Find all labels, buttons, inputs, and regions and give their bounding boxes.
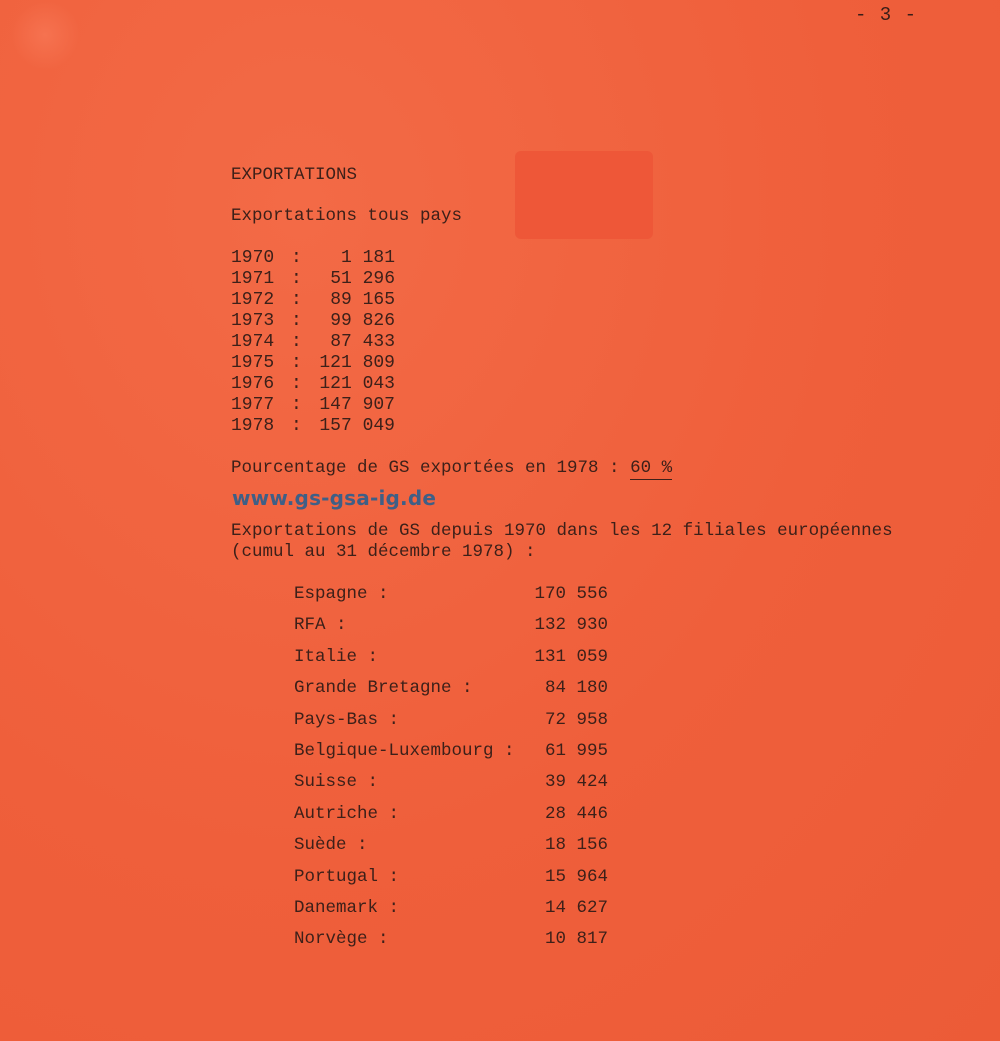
year-label: 1978 bbox=[231, 416, 275, 436]
year-label: 1970 bbox=[231, 248, 275, 268]
country-export-row bbox=[294, 866, 608, 898]
export-percentage-line bbox=[231, 458, 672, 479]
country-export-row bbox=[294, 678, 608, 709]
section-title: EXPORTATIONS bbox=[231, 165, 358, 185]
country-name: Espagne : bbox=[294, 584, 389, 604]
country-value: 15 964 bbox=[544, 866, 608, 887]
country-name: Italie : bbox=[294, 646, 379, 667]
tape-mark bbox=[515, 151, 653, 239]
country-value: 132 930 bbox=[534, 615, 608, 636]
country-export-row bbox=[294, 897, 608, 929]
year-label: 1976 bbox=[231, 374, 275, 394]
yearly-export-row bbox=[231, 290, 395, 311]
country-value: 28 446 bbox=[544, 803, 608, 824]
country-export-row bbox=[294, 740, 608, 772]
country-export-row bbox=[294, 646, 608, 678]
separator: : bbox=[291, 395, 302, 415]
export-value: 51 296 bbox=[330, 269, 395, 289]
country-value: 14 627 bbox=[544, 897, 608, 918]
watermark-url: www.gs-gsa-ig.de bbox=[232, 486, 437, 510]
country-name: Norvège : bbox=[294, 929, 389, 950]
separator: : bbox=[291, 248, 302, 268]
country-value: 72 958 bbox=[544, 709, 608, 730]
yearly-export-row bbox=[231, 248, 395, 269]
year-label: 1972 bbox=[231, 290, 275, 310]
country-name: Danemark : bbox=[294, 897, 400, 918]
yearly-export-row bbox=[231, 269, 395, 290]
export-value: 89 165 bbox=[330, 290, 395, 310]
country-name: Suède : bbox=[294, 835, 368, 856]
year-label: 1975 bbox=[231, 353, 275, 373]
separator: : bbox=[291, 332, 302, 352]
yearly-export-row bbox=[231, 374, 395, 395]
percentage-value: 60 % bbox=[630, 458, 673, 478]
separator: : bbox=[291, 374, 302, 394]
year-label: 1974 bbox=[231, 332, 275, 352]
country-value: 131 059 bbox=[534, 646, 608, 667]
country-name: RFA : bbox=[294, 615, 347, 636]
country-name: Portugal : bbox=[294, 866, 400, 887]
page-number: - 3 - bbox=[855, 4, 918, 26]
yearly-export-row bbox=[231, 395, 395, 416]
export-value: 121 043 bbox=[319, 374, 395, 394]
year-label: 1977 bbox=[231, 395, 275, 415]
country-name: Suisse : bbox=[294, 772, 379, 793]
export-value: 87 433 bbox=[330, 332, 395, 352]
export-value: 1 181 bbox=[340, 248, 395, 268]
yearly-export-row bbox=[231, 416, 395, 437]
country-value: 39 424 bbox=[544, 772, 608, 793]
country-value: 18 156 bbox=[544, 835, 608, 856]
yearly-export-row bbox=[231, 353, 395, 374]
country-export-row bbox=[294, 772, 608, 803]
country-name: Autriche : bbox=[294, 803, 400, 824]
country-export-row bbox=[294, 929, 608, 960]
percentage-label: Pourcentage de GS exportées en 1978 : bbox=[231, 458, 631, 478]
yearly-export-row bbox=[231, 311, 395, 332]
country-exports-list bbox=[294, 584, 608, 961]
country-value: 10 817 bbox=[544, 929, 608, 950]
export-value: 157 049 bbox=[319, 416, 395, 436]
country-export-row bbox=[294, 615, 608, 646]
country-export-row bbox=[294, 803, 608, 835]
yearly-exports-list bbox=[231, 248, 395, 437]
section-subtitle: Exportations tous pays bbox=[231, 206, 463, 226]
export-value: 147 907 bbox=[319, 395, 395, 415]
country-export-row bbox=[294, 709, 608, 741]
export-value: 99 826 bbox=[330, 311, 395, 331]
intro-line-2: (cumul au 31 décembre 1978) : bbox=[231, 542, 536, 562]
country-name: Grande Bretagne : bbox=[294, 678, 473, 699]
country-name: Pays-Bas : bbox=[294, 709, 400, 730]
separator: : bbox=[291, 311, 302, 331]
paper-smudge bbox=[10, 0, 80, 70]
year-label: 1973 bbox=[231, 311, 275, 331]
separator: : bbox=[291, 269, 302, 289]
separator: : bbox=[291, 416, 302, 436]
intro-line-1: Exportations de GS depuis 1970 dans les 12 filiales européennes bbox=[231, 521, 893, 541]
country-export-row bbox=[294, 584, 608, 615]
country-name: Belgique-Luxembourg : bbox=[294, 740, 515, 761]
export-value: 121 809 bbox=[319, 353, 395, 373]
year-label: 1971 bbox=[231, 269, 275, 289]
yearly-export-row bbox=[231, 332, 395, 353]
country-export-row bbox=[294, 835, 608, 866]
separator: : bbox=[291, 353, 302, 373]
country-value: 170 556 bbox=[534, 584, 608, 604]
country-value: 84 180 bbox=[544, 678, 608, 699]
country-value: 61 995 bbox=[544, 740, 608, 761]
separator: : bbox=[291, 290, 302, 310]
